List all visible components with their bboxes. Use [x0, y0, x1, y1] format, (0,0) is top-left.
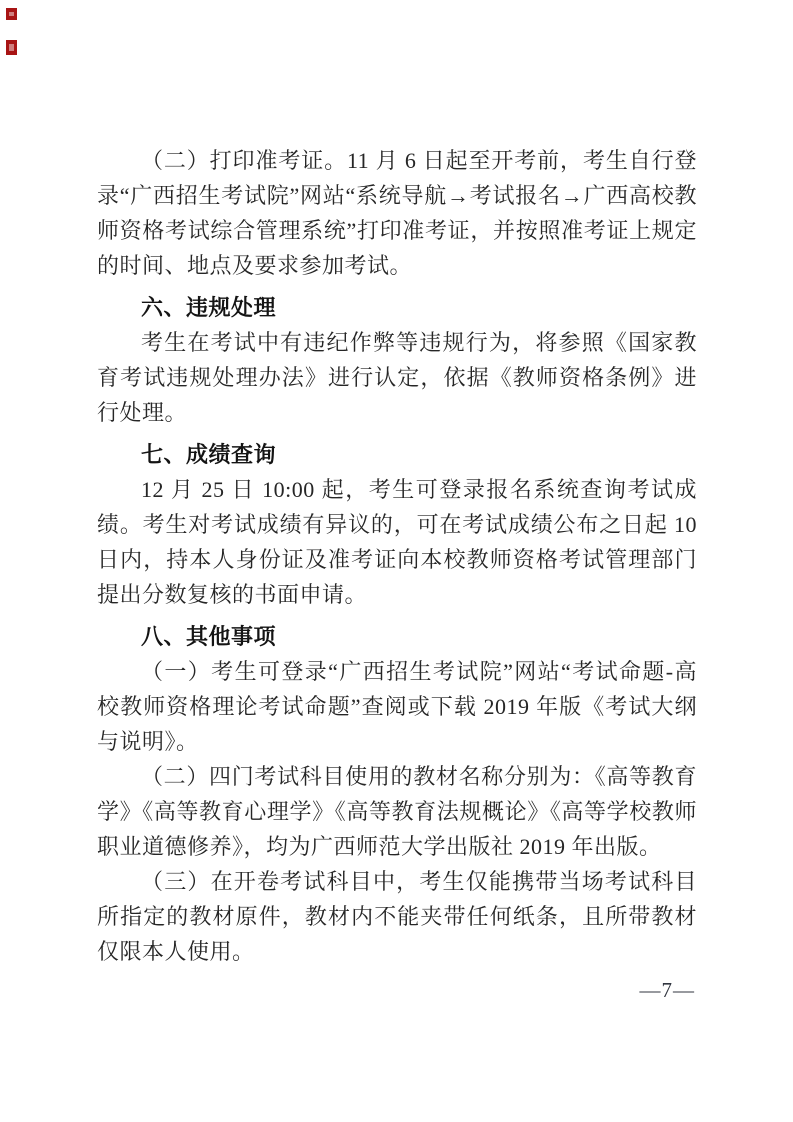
paragraph: （一）考生可登录“广西招生考试院”网站“考试命题-高校教师资格理论考试命题”查阅或下载 2019 年版《考试大纲与说明》。 — [97, 659, 697, 754]
red-mark-icon — [6, 40, 17, 55]
paragraph: 12 月 25 日 10:00 起，考生可登录报名系统查询考试成绩。考生对考试成绩有异议的，可在考试成绩公布之日起 10 日内，持本人身份证及准考证向本校教师资格考试管理部门提出分数复核的书面申请。 — [97, 477, 697, 607]
section-heading: 八、其他事项 — [141, 624, 277, 649]
paragraph: （三）在开卷考试科目中，考生仅能携带当场考试科目所指定的教材原件，教材内不能夹带任何纸条，且所带教材仅限本人使用。 — [97, 869, 697, 964]
section-heading: 六、违规处理 — [141, 295, 277, 320]
corner-marks — [6, 7, 20, 59]
section-heading: 七、成绩查询 — [141, 442, 277, 467]
paragraph: （二）四门考试科目使用的教材名称分别为：《高等教育学》《高等教育心理学》《高等教育法规概论》《高等学校教师职业道德修养》，均为广西师范大学出版社 2019 年出版。 — [97, 764, 697, 859]
paragraph: 考生在考试中有违纪作弊等违规行为，将参照《国家教育考试违规处理办法》进行认定，依据《教师资格条例》进行处理。 — [97, 330, 697, 425]
page-number: —7— — [639, 978, 695, 1002]
doc-body — [97, 143, 697, 969]
red-mark-icon — [6, 8, 17, 20]
paragraph: （二）打印准考证。11 月 6 日起至开考前，考生自行登录“广西招生考试院”网站“系统导航→考试报名→广西高校教师资格考试综合管理系统”打印准考证，并按照准考证上规定的时间、地点及要求参加考试。 — [97, 148, 697, 278]
